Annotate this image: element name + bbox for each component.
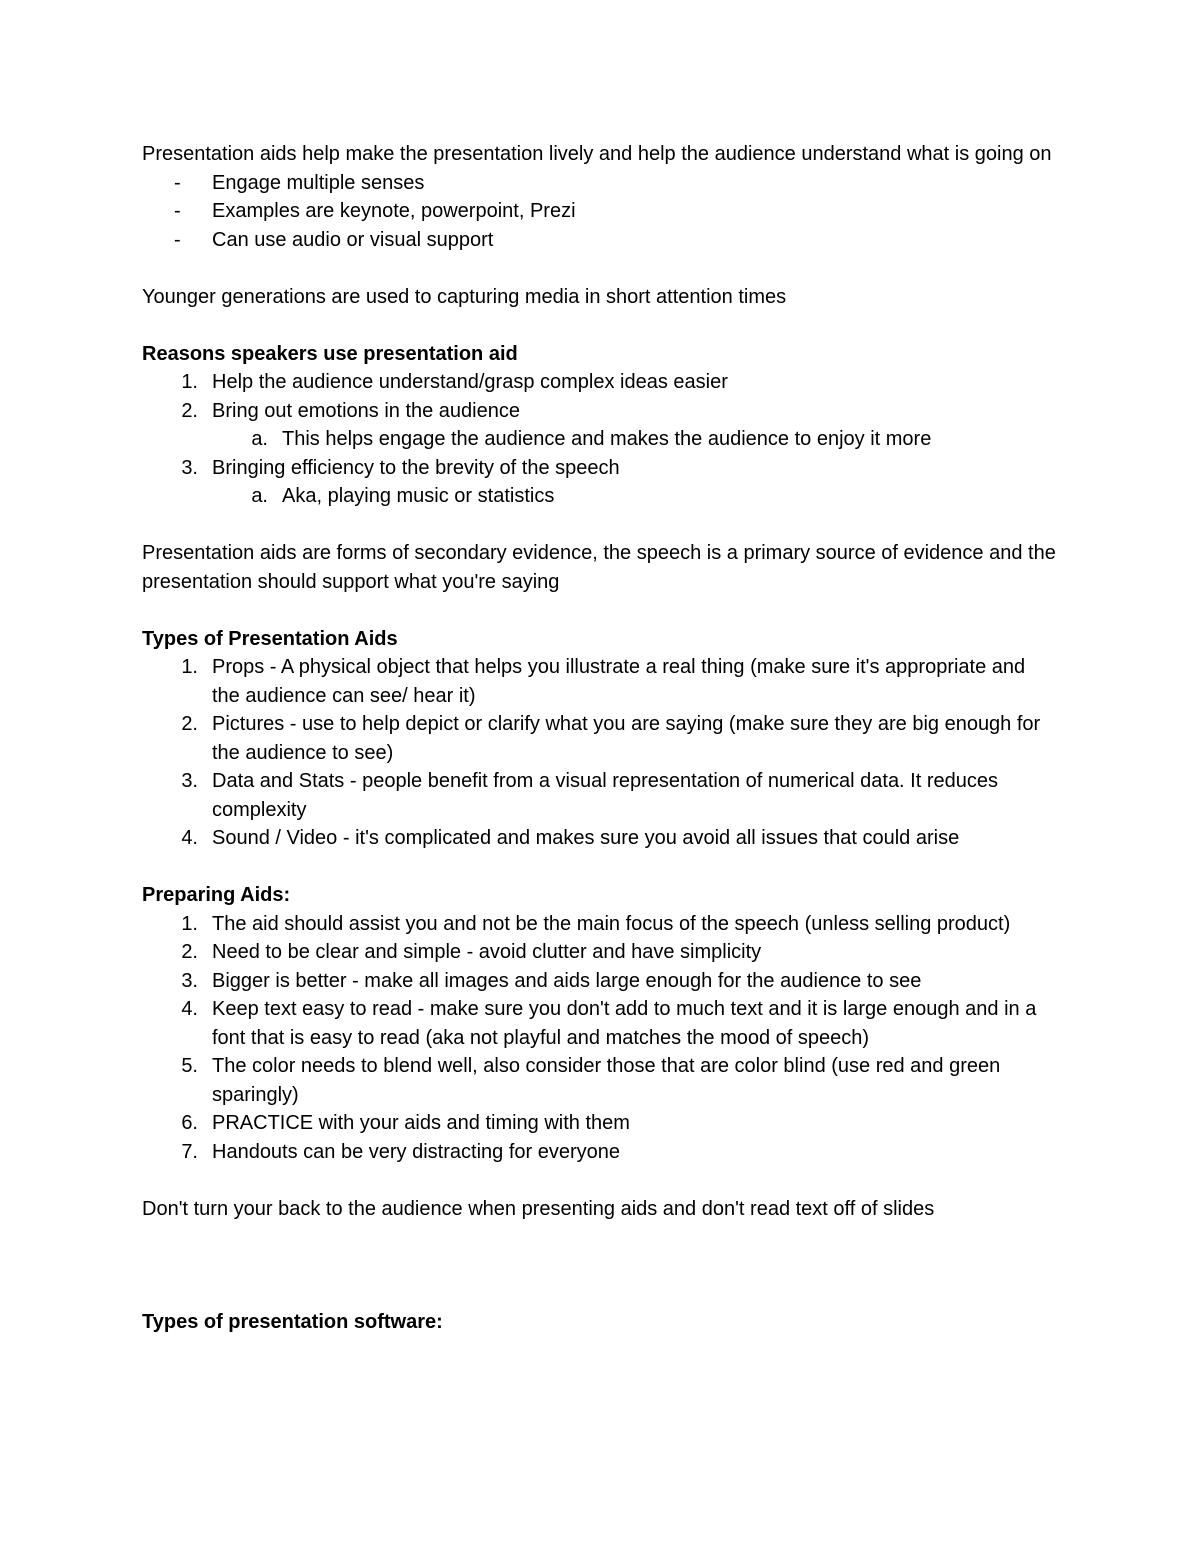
list-item: 2. Pictures - use to help depict or clarify what you are saying (make sure they are big enough for the audience to see): [181, 713, 1041, 764]
software-heading: Types of presentation software:: [142, 1311, 443, 1333]
list-item: 1. Help the audience understand/grasp complex ideas easier: [181, 371, 728, 393]
bullet-marker: -: [174, 228, 181, 251]
secondary-evidence-paragraph: Presentation aids are forms of secondary evidence, the speech is a primary source of evidence and the presentation should support what you're saying: [142, 542, 1056, 593]
intro-bullet-list: [142, 169, 1057, 255]
list-item: 6. PRACTICE with your aids and timing with them: [181, 1112, 630, 1134]
types-list: [142, 653, 1057, 853]
types-heading: Types of Presentation Aids: [142, 627, 398, 650]
list-item: - Can use audio or visual support: [142, 226, 1057, 255]
list-item: - Examples are keynote, powerpoint, Prezi: [142, 197, 1057, 226]
reasons-heading: Reasons speakers use presentation aid: [142, 342, 518, 365]
list-item: 5. The color needs to blend well, also consider those that are color blind (use red and green sparingly): [181, 1055, 1001, 1106]
list-item: 4. Sound / Video - it's complicated and makes sure you avoid all issues that could arise: [181, 827, 960, 849]
bullet-marker: -: [174, 171, 181, 194]
sub-list-item: a. This helps engage the audience and makes the audience to enjoy it more: [251, 428, 932, 450]
list-item: 3. Bringing efficiency to the brevity of the speech a. Aka, playing music or statistics: [142, 454, 1057, 511]
list-item: 3. Bigger is better - make all images and aids large enough for the audience to see: [181, 969, 922, 992]
list-item: 2. Need to be clear and simple - avoid clutter and have simplicity: [181, 941, 762, 963]
reasons-list: [142, 368, 1057, 511]
younger-paragraph: Younger generations are used to capturing media in short attention times: [142, 285, 787, 308]
list-item: 7. Handouts can be very distracting for everyone: [181, 1140, 620, 1163]
dont-paragraph: Don't turn your back to the audience when presenting aids and don't read text off of slides: [142, 1197, 935, 1220]
bullet-marker: -: [174, 200, 181, 222]
list-item: - Engage multiple senses: [142, 169, 1057, 198]
document-body: [142, 140, 1057, 1337]
list-item: 1. Props - A physical object that helps you illustrate a real thing (make sure it's appropriate and the audience can see/ hear it): [181, 656, 1026, 707]
list-item: 1. The aid should assist you and not be the main focus of the speech (unless selling product): [181, 912, 1011, 935]
preparing-heading: Preparing Aids:: [142, 884, 291, 906]
list-item: 2. Bring out emotions in the audience a. This helps engage the audience and makes the audience to enjoy it more: [142, 397, 1057, 454]
sub-list: [212, 482, 1057, 511]
list-item: 4. Keep text easy to read - make sure you don't add to much text and it is large enough and in a font that is easy to read (aka not playful and matches the mood of speech): [181, 998, 1037, 1049]
preparing-list: [142, 910, 1057, 1167]
sub-list-item: a. Aka, playing music or statistics: [251, 485, 555, 507]
intro-paragraph: Presentation aids help make the presentation lively and help the audience understand what is going on: [142, 143, 1052, 165]
sub-list: [212, 425, 1057, 454]
list-item: 3. Data and Stats - people benefit from a visual representation of numerical data. It reduces complexity: [181, 770, 998, 821]
